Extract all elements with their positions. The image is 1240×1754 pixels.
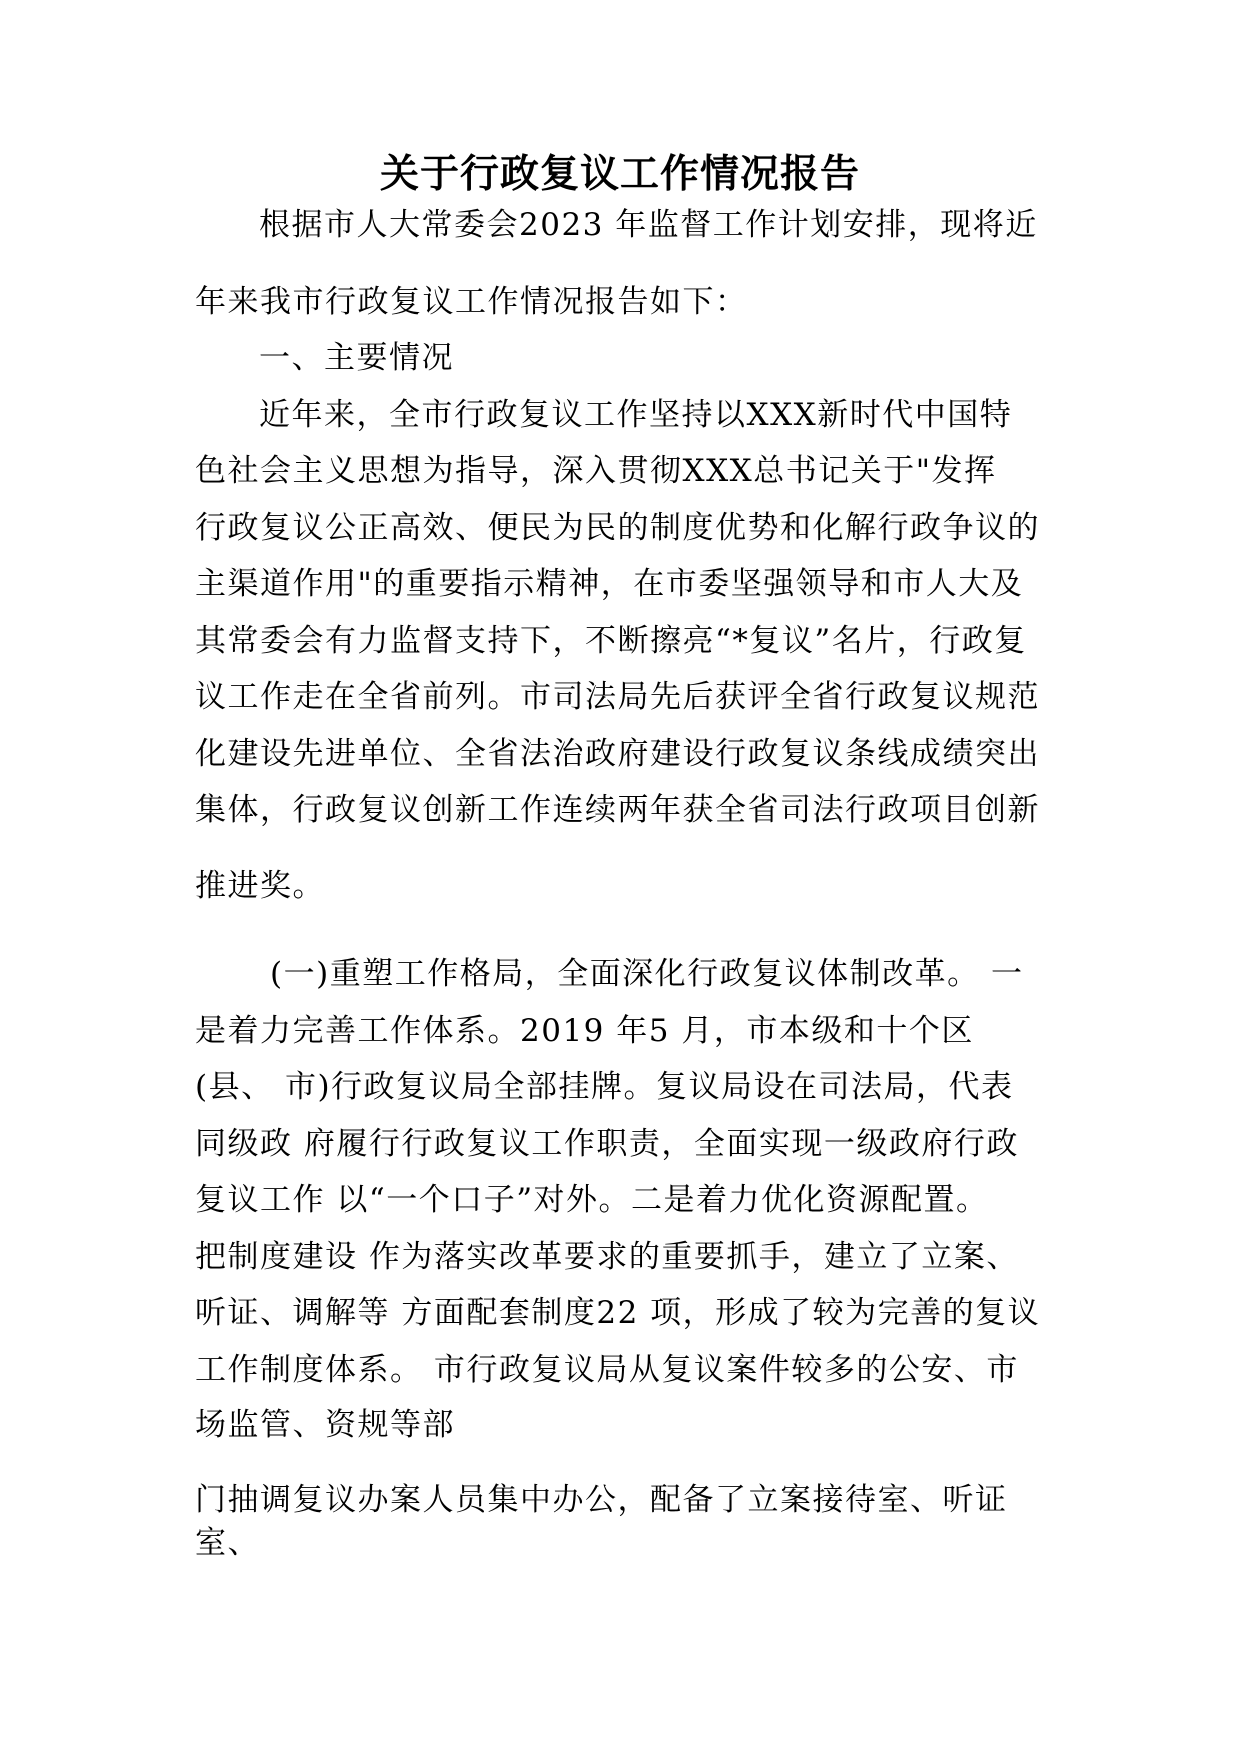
subsection-heading: (一)重塑工作格局，全面深化行政复议体制改革。 一 (270, 956, 1024, 992)
paragraph-line: 化建设先进单位、全省法治政府建设行政复议条线成绩突出 (195, 736, 1040, 772)
paragraph-line: 年来我市行政复议工作情况报告如下： (195, 284, 748, 320)
paragraph-line: (县、 市)行政复议局全部挂牌。复议局设在司法局，代表 (195, 1069, 1014, 1105)
paragraph-line: 近年来，全市行政复议工作坚持以XXX新时代中国特 (259, 397, 1013, 433)
paragraph-line: 工作制度体系。 市行政复议局从复议案件较多的公安、市 (195, 1352, 1019, 1388)
paragraph-line: 议工作走在全省前列。市司法局先后获评全省行政复议规范 (195, 679, 1040, 715)
paragraph-line: 场监管、资规等部 (195, 1407, 455, 1443)
paragraph-line: 推进奖。 (195, 868, 325, 904)
section-heading: 一、主要情况 (259, 340, 454, 376)
paragraph-line: 色社会主义思想为指导，深入贯彻XXX总书记关于"发挥 (195, 453, 997, 489)
paragraph-line: 主渠道作用"的重要指示精神，在市委坚强领导和市人大及 (195, 566, 1024, 602)
paragraph-line: 是着力完善工作体系。2019 年5 月，市本级和十个区 (195, 1013, 974, 1049)
paragraph-line: 集体，行政复议创新工作连续两年获全省司法行政项目创新 (195, 792, 1040, 828)
paragraph-line: 同级政 府履行行政复议工作职责，全面实现一级政府行政 (195, 1126, 1019, 1162)
paragraph-line: 其常委会有力监督支持下，不断擦亮“*复议”名片，行政复 (195, 623, 1027, 659)
paragraph-line: 把制度建设 作为落实改革要求的重要抓手，建立了立案、 (195, 1239, 1019, 1275)
paragraph-line: 门抽调复议办案人员集中办公，配备了立案接待室、听证 (195, 1482, 1008, 1518)
paragraph-line: 室、 (195, 1525, 260, 1561)
paragraph-line: 听证、调解等 方面配套制度22 项，形成了较为完善的复议 (195, 1295, 1041, 1331)
paragraph-line: 复议工作 以“一个口子”对外。二是着力优化资源配置。 (195, 1182, 989, 1218)
paragraph-line: 根据市人大常委会2023 年监督工作计划安排，现将近 (259, 207, 1038, 243)
document-title: 关于行政复议工作情况报告 (379, 152, 860, 197)
paragraph-line: 行政复议公正高效、便民为民的制度优势和化解行政争议的 (195, 510, 1040, 546)
